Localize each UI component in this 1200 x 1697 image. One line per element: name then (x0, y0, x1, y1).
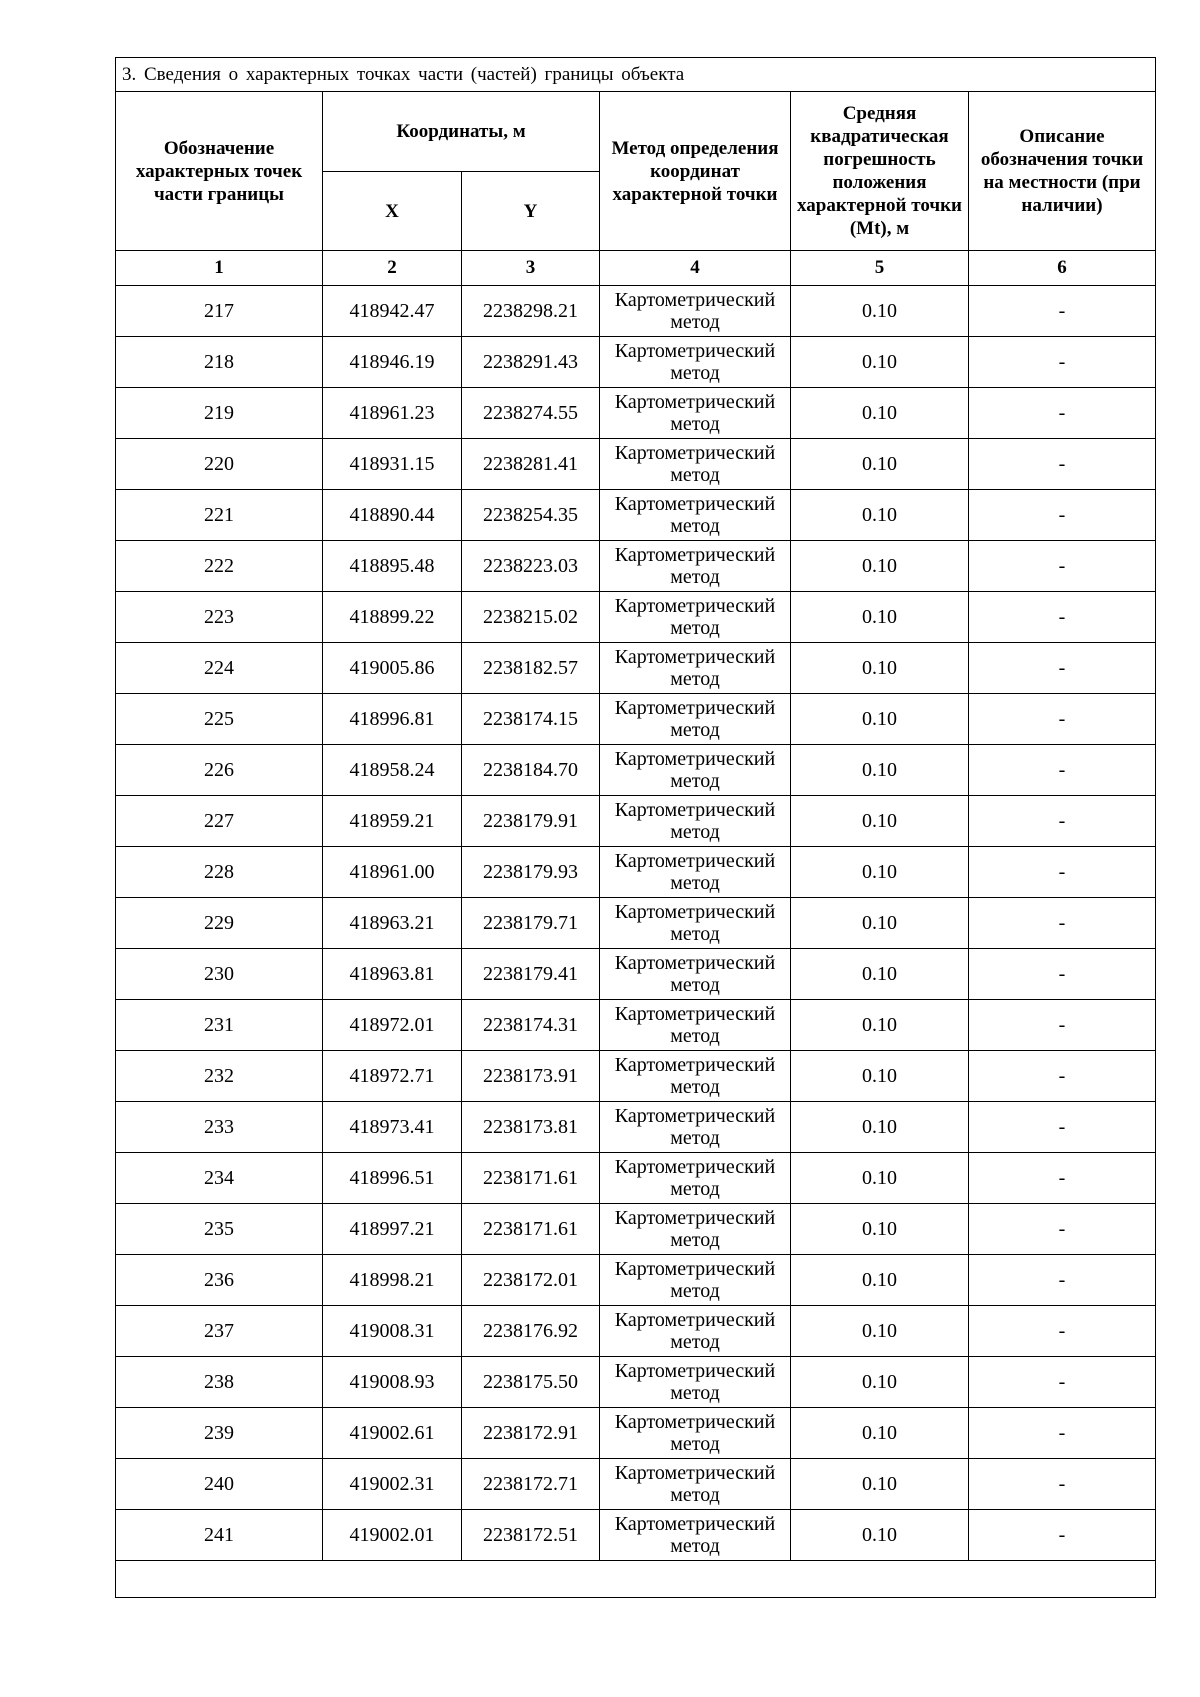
mean-error-cell: 0.10 (791, 439, 969, 490)
description-cell: - (969, 1510, 1156, 1561)
method-cell: Картометрический метод (600, 1306, 791, 1357)
table-row (116, 1000, 1156, 1051)
y-coordinate-cell: 2238173.81 (462, 1102, 600, 1153)
mean-error-cell: 0.10 (791, 1000, 969, 1051)
description-cell: - (969, 337, 1156, 388)
mean-error-cell: 0.10 (791, 1357, 969, 1408)
table-row (116, 286, 1156, 337)
mean-error-cell: 0.10 (791, 1102, 969, 1153)
description-cell: - (969, 439, 1156, 490)
x-coordinate-cell: 418963.81 (323, 949, 462, 1000)
header-x: X (323, 172, 462, 251)
mean-error-cell: 0.10 (791, 949, 969, 1000)
y-coordinate-cell: 2238172.01 (462, 1255, 600, 1306)
method-cell: Картометрический метод (600, 439, 791, 490)
method-cell: Картометрический метод (600, 745, 791, 796)
method-cell: Картометрический метод (600, 1255, 791, 1306)
point-number-cell: 220 (116, 439, 323, 490)
method-cell: Картометрический метод (600, 796, 791, 847)
section-title: 3. Сведения о характерных точках части (частей) границы объекта (116, 58, 1156, 92)
y-coordinate-cell: 2238179.71 (462, 898, 600, 949)
table-row (116, 1510, 1156, 1561)
x-coordinate-cell: 418899.22 (323, 592, 462, 643)
method-cell: Картометрический метод (600, 643, 791, 694)
point-number-cell: 230 (116, 949, 323, 1000)
y-coordinate-cell: 2238215.02 (462, 592, 600, 643)
table-row (116, 694, 1156, 745)
mean-error-cell: 0.10 (791, 1510, 969, 1561)
y-coordinate-cell: 2238174.15 (462, 694, 600, 745)
table-row (116, 1204, 1156, 1255)
point-number-cell: 238 (116, 1357, 323, 1408)
description-cell: - (969, 1408, 1156, 1459)
point-number-cell: 229 (116, 898, 323, 949)
point-number-cell: 225 (116, 694, 323, 745)
description-cell: - (969, 949, 1156, 1000)
description-cell: - (969, 694, 1156, 745)
mean-error-cell: 0.10 (791, 286, 969, 337)
mean-error-cell: 0.10 (791, 592, 969, 643)
table-row (116, 490, 1156, 541)
table-row (116, 643, 1156, 694)
description-cell: - (969, 541, 1156, 592)
y-coordinate-cell: 2238179.41 (462, 949, 600, 1000)
method-cell: Картометрический метод (600, 490, 791, 541)
description-cell: - (969, 1153, 1156, 1204)
point-number-cell: 234 (116, 1153, 323, 1204)
table-row (116, 388, 1156, 439)
x-coordinate-cell: 418973.41 (323, 1102, 462, 1153)
column-number: 3 (462, 251, 600, 286)
table-body (116, 286, 1156, 1561)
table-row (116, 1357, 1156, 1408)
description-cell: - (969, 847, 1156, 898)
description-cell: - (969, 1102, 1156, 1153)
point-number-cell: 221 (116, 490, 323, 541)
description-cell: - (969, 898, 1156, 949)
table-row (116, 1153, 1156, 1204)
y-coordinate-cell: 2238172.91 (462, 1408, 600, 1459)
table-row (116, 1459, 1156, 1510)
y-coordinate-cell: 2238291.43 (462, 337, 600, 388)
empty-footer-cell (116, 1561, 1156, 1598)
point-number-cell: 226 (116, 745, 323, 796)
y-coordinate-cell: 2238274.55 (462, 388, 600, 439)
method-cell: Картометрический метод (600, 1459, 791, 1510)
y-coordinate-cell: 2238171.61 (462, 1204, 600, 1255)
column-number: 1 (116, 251, 323, 286)
header-coordinates: Координаты, м (323, 92, 600, 172)
y-coordinate-cell: 2238176.92 (462, 1306, 600, 1357)
description-cell: - (969, 490, 1156, 541)
table-row (116, 745, 1156, 796)
x-coordinate-cell: 419002.61 (323, 1408, 462, 1459)
method-cell: Картометрический метод (600, 1408, 791, 1459)
method-cell: Картометрический метод (600, 1000, 791, 1051)
description-cell: - (969, 1306, 1156, 1357)
description-cell: - (969, 643, 1156, 694)
point-number-cell: 233 (116, 1102, 323, 1153)
mean-error-cell: 0.10 (791, 847, 969, 898)
point-number-cell: 241 (116, 1510, 323, 1561)
x-coordinate-cell: 418942.47 (323, 286, 462, 337)
y-coordinate-cell: 2238179.91 (462, 796, 600, 847)
y-coordinate-cell: 2238281.41 (462, 439, 600, 490)
mean-error-cell: 0.10 (791, 388, 969, 439)
x-coordinate-cell: 418961.00 (323, 847, 462, 898)
x-coordinate-cell: 418895.48 (323, 541, 462, 592)
method-cell: Картометрический метод (600, 541, 791, 592)
column-number: 5 (791, 251, 969, 286)
method-cell: Картометрический метод (600, 388, 791, 439)
method-cell: Картометрический метод (600, 286, 791, 337)
table-row (116, 1408, 1156, 1459)
header-description: Описание обозначения точки на местности (при наличии) (969, 92, 1156, 251)
description-cell: - (969, 1204, 1156, 1255)
table-row (116, 847, 1156, 898)
x-coordinate-cell: 419002.31 (323, 1459, 462, 1510)
point-number-cell: 231 (116, 1000, 323, 1051)
table-row (116, 898, 1156, 949)
table-row (116, 949, 1156, 1000)
point-number-cell: 223 (116, 592, 323, 643)
mean-error-cell: 0.10 (791, 1459, 969, 1510)
table-row (116, 337, 1156, 388)
table-row (116, 592, 1156, 643)
x-coordinate-cell: 418931.15 (323, 439, 462, 490)
point-number-cell: 232 (116, 1051, 323, 1102)
method-cell: Картометрический метод (600, 847, 791, 898)
y-coordinate-cell: 2238179.93 (462, 847, 600, 898)
y-coordinate-cell: 2238223.03 (462, 541, 600, 592)
point-number-cell: 218 (116, 337, 323, 388)
y-coordinate-cell: 2238254.35 (462, 490, 600, 541)
description-cell: - (969, 1000, 1156, 1051)
table-row (116, 541, 1156, 592)
x-coordinate-cell: 418946.19 (323, 337, 462, 388)
x-coordinate-cell: 418972.71 (323, 1051, 462, 1102)
mean-error-cell: 0.10 (791, 1255, 969, 1306)
table-row (116, 1306, 1156, 1357)
description-cell: - (969, 796, 1156, 847)
mean-error-cell: 0.10 (791, 541, 969, 592)
point-number-cell: 236 (116, 1255, 323, 1306)
column-number: 6 (969, 251, 1156, 286)
x-coordinate-cell: 419002.01 (323, 1510, 462, 1561)
method-cell: Картометрический метод (600, 1510, 791, 1561)
table-row (116, 1255, 1156, 1306)
method-cell: Картометрический метод (600, 337, 791, 388)
mean-error-cell: 0.10 (791, 490, 969, 541)
description-cell: - (969, 1255, 1156, 1306)
x-coordinate-cell: 418890.44 (323, 490, 462, 541)
description-cell: - (969, 286, 1156, 337)
y-coordinate-cell: 2238175.50 (462, 1357, 600, 1408)
description-cell: - (969, 1459, 1156, 1510)
method-cell: Картометрический метод (600, 592, 791, 643)
table-footer-row (116, 1561, 1156, 1598)
mean-error-cell: 0.10 (791, 1408, 969, 1459)
header-point-designation: Обозначение характерных точек части границы (116, 92, 323, 251)
method-cell: Картометрический метод (600, 1051, 791, 1102)
point-number-cell: 239 (116, 1408, 323, 1459)
mean-error-cell: 0.10 (791, 337, 969, 388)
column-number: 4 (600, 251, 791, 286)
point-number-cell: 240 (116, 1459, 323, 1510)
description-cell: - (969, 1357, 1156, 1408)
x-coordinate-cell: 419005.86 (323, 643, 462, 694)
header-method: Метод определения координат характерной точки (600, 92, 791, 251)
header-y: Y (462, 172, 600, 251)
method-cell: Картометрический метод (600, 1357, 791, 1408)
y-coordinate-cell: 2238172.71 (462, 1459, 600, 1510)
description-cell: - (969, 1051, 1156, 1102)
x-coordinate-cell: 418996.51 (323, 1153, 462, 1204)
y-coordinate-cell: 2238182.57 (462, 643, 600, 694)
point-number-cell: 219 (116, 388, 323, 439)
method-cell: Картометрический метод (600, 694, 791, 745)
mean-error-cell: 0.10 (791, 898, 969, 949)
method-cell: Картометрический метод (600, 1204, 791, 1255)
point-number-cell: 227 (116, 796, 323, 847)
method-cell: Картометрический метод (600, 1102, 791, 1153)
point-number-cell: 237 (116, 1306, 323, 1357)
x-coordinate-cell: 418961.23 (323, 388, 462, 439)
description-cell: - (969, 592, 1156, 643)
mean-error-cell: 0.10 (791, 796, 969, 847)
x-coordinate-cell: 418959.21 (323, 796, 462, 847)
x-coordinate-cell: 418972.01 (323, 1000, 462, 1051)
point-number-cell: 222 (116, 541, 323, 592)
x-coordinate-cell: 419008.93 (323, 1357, 462, 1408)
mean-error-cell: 0.10 (791, 1204, 969, 1255)
description-cell: - (969, 745, 1156, 796)
x-coordinate-cell: 418958.24 (323, 745, 462, 796)
method-cell: Картометрический метод (600, 949, 791, 1000)
point-number-cell: 224 (116, 643, 323, 694)
point-number-cell: 228 (116, 847, 323, 898)
boundary-points-table (115, 57, 1156, 1598)
mean-error-cell: 0.10 (791, 745, 969, 796)
header-mean-error: Средняя квадратическая погрешность положения характерной точки (Mt), м (791, 92, 969, 251)
point-number-cell: 217 (116, 286, 323, 337)
description-cell: - (969, 388, 1156, 439)
mean-error-cell: 0.10 (791, 1153, 969, 1204)
mean-error-cell: 0.10 (791, 694, 969, 745)
x-coordinate-cell: 418963.21 (323, 898, 462, 949)
point-number-cell: 235 (116, 1204, 323, 1255)
y-coordinate-cell: 2238173.91 (462, 1051, 600, 1102)
table-row (116, 1102, 1156, 1153)
table-row (116, 796, 1156, 847)
table-row (116, 1051, 1156, 1102)
mean-error-cell: 0.10 (791, 643, 969, 694)
y-coordinate-cell: 2238184.70 (462, 745, 600, 796)
table-row (116, 439, 1156, 490)
x-coordinate-cell: 419008.31 (323, 1306, 462, 1357)
mean-error-cell: 0.10 (791, 1306, 969, 1357)
x-coordinate-cell: 418997.21 (323, 1204, 462, 1255)
mean-error-cell: 0.10 (791, 1051, 969, 1102)
column-number: 2 (323, 251, 462, 286)
y-coordinate-cell: 2238298.21 (462, 286, 600, 337)
document-sheet (115, 57, 1155, 1598)
x-coordinate-cell: 418998.21 (323, 1255, 462, 1306)
method-cell: Картометрический метод (600, 898, 791, 949)
y-coordinate-cell: 2238171.61 (462, 1153, 600, 1204)
x-coordinate-cell: 418996.81 (323, 694, 462, 745)
y-coordinate-cell: 2238174.31 (462, 1000, 600, 1051)
column-numbers-row (116, 251, 1156, 286)
y-coordinate-cell: 2238172.51 (462, 1510, 600, 1561)
method-cell: Картометрический метод (600, 1153, 791, 1204)
